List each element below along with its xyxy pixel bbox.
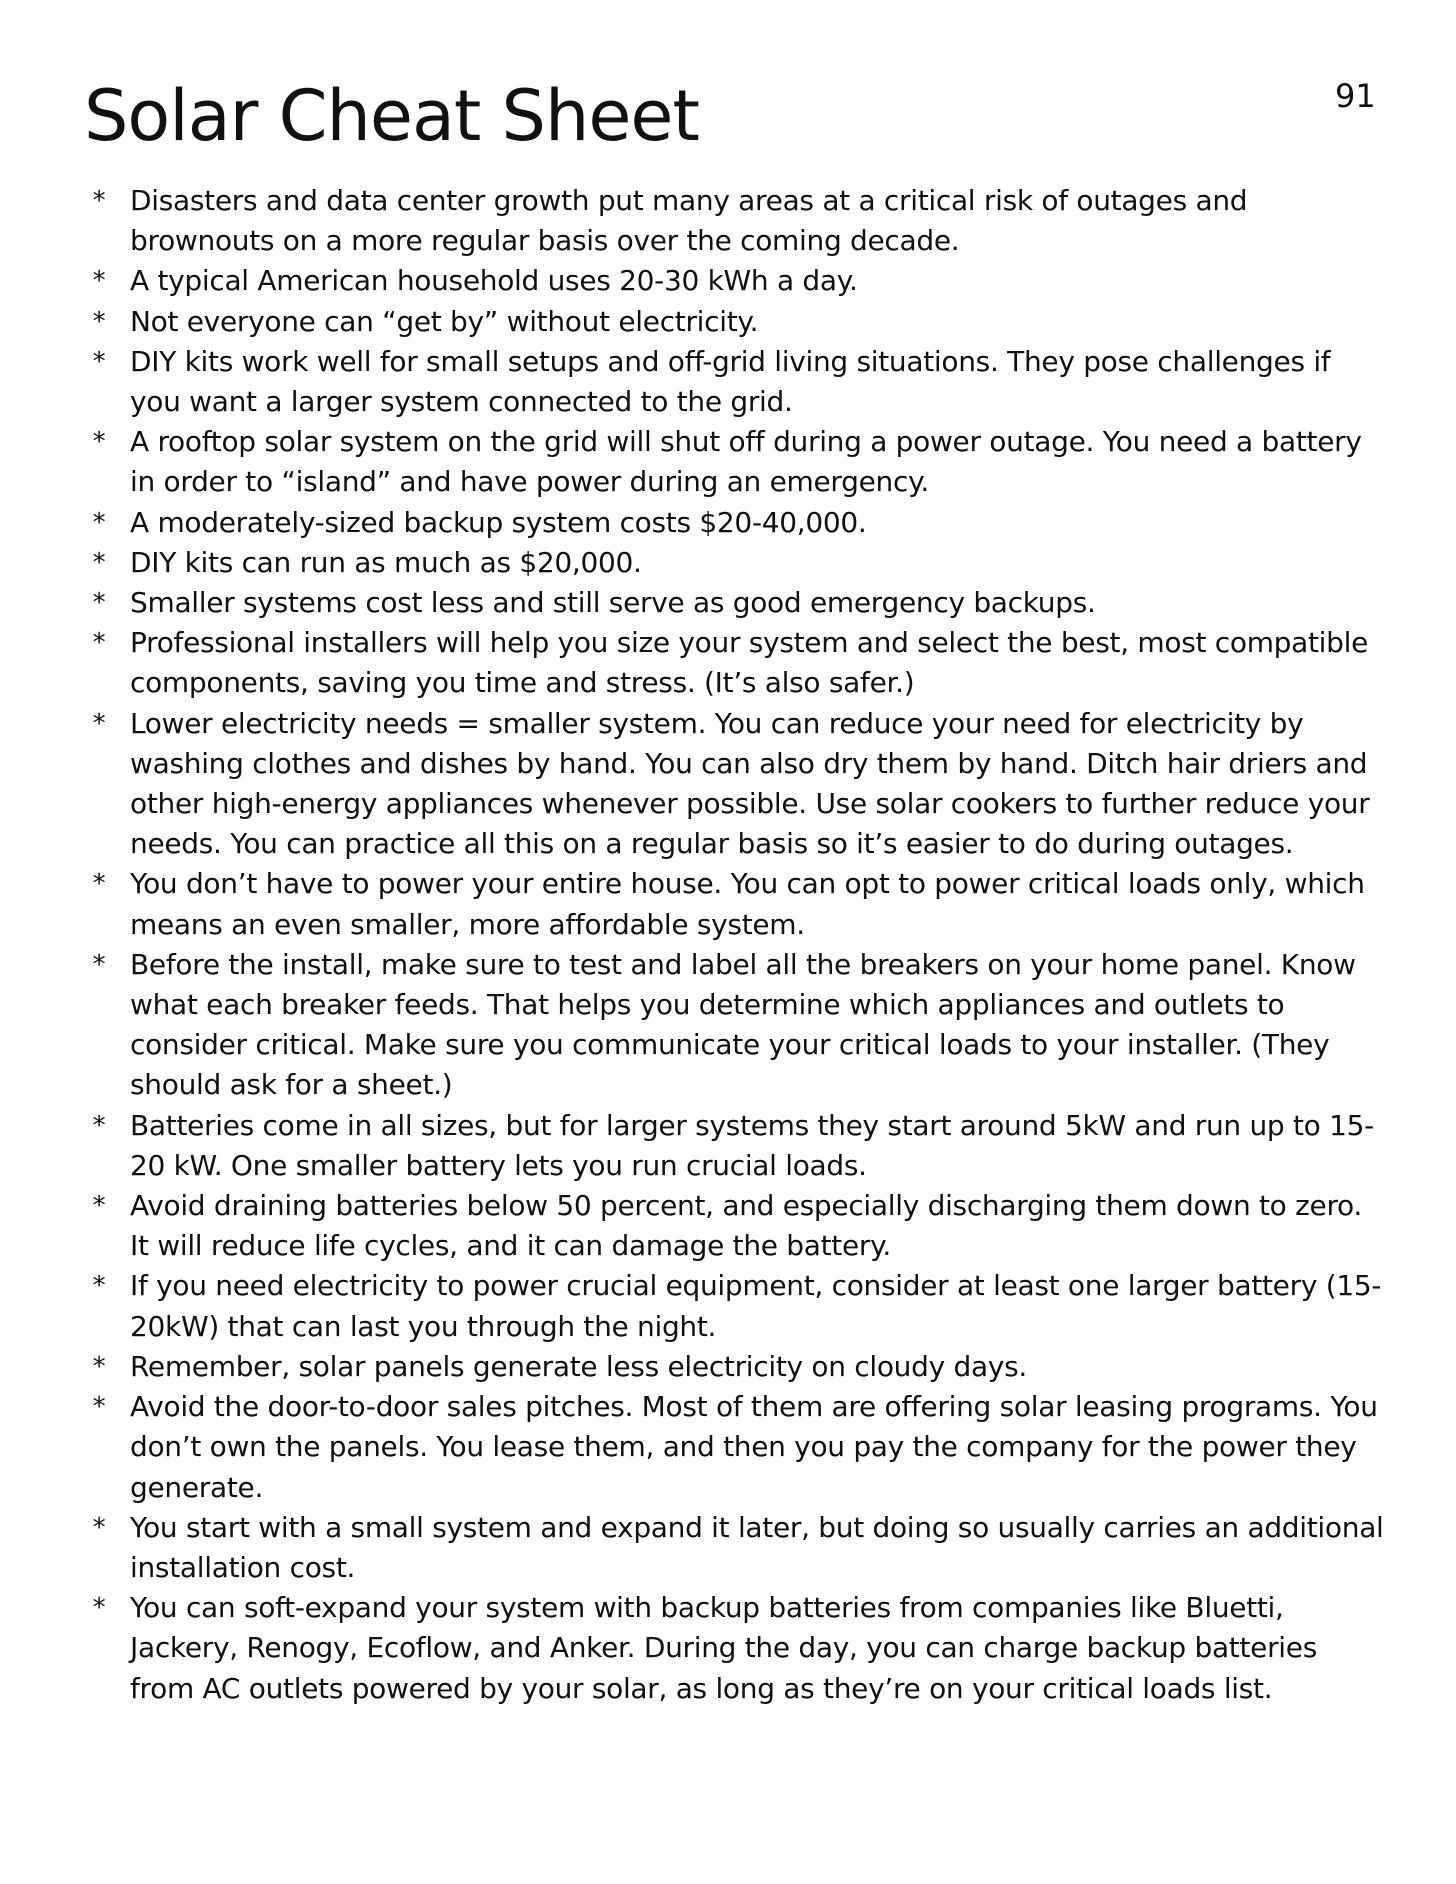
list-item	[84, 623, 1384, 703]
asterisk-icon: *	[92, 1512, 106, 1543]
list-item	[84, 1508, 1384, 1588]
asterisk-icon: *	[92, 1392, 106, 1423]
list-item	[84, 261, 1384, 301]
asterisk-icon: *	[92, 547, 106, 578]
asterisk-icon: *	[92, 708, 106, 739]
list-item-text: Before the install, make sure to test and label all the breakers on your home panel. Know what each breaker feeds. That helps you determine which appliances and outlets to consider critical. Make sure you communicate your critical loads to your installer. (They should ask for a sheet.)	[130, 947, 1356, 1102]
list-item	[84, 704, 1384, 865]
cheat-sheet-list	[84, 181, 1384, 1709]
list-item-text: Smaller systems cost less and still serve as good emergency backups.	[130, 586, 1096, 620]
list-item-text: Remember, solar panels generate less electricity on cloudy days.	[130, 1349, 1027, 1383]
asterisk-icon: *	[92, 628, 106, 659]
list-item-text: You can soft-expand your system with backup batteries from companies like Bluetti, Jackery, Renogy, Ecoflow, and Anker. During the day, you can charge backup batteries from AC outlets powered by your solar, as long as they’re on your critical loads list.	[130, 1591, 1317, 1705]
list-item-text: Avoid draining batteries below 50 percent, and especially discharging them down to zero. It will reduce life cycles, and it can damage the battery.	[130, 1189, 1362, 1263]
asterisk-icon: *	[92, 949, 106, 980]
list-item	[84, 1186, 1384, 1266]
list-item	[84, 1588, 1384, 1709]
list-item	[84, 583, 1384, 623]
asterisk-icon: *	[92, 186, 106, 216]
list-item	[84, 864, 1384, 944]
list-item-text: You don’t have to power your entire house. You can opt to power critical loads only, which means an even smaller, more affordable system.	[130, 867, 1365, 941]
list-item	[84, 181, 1384, 261]
list-item-text: Lower electricity needs = smaller system. You can reduce your need for electricity by washing clothes and dishes by hand. You can also dry them by hand. Ditch hair driers and other high-energy appliances whenever possible. Use solar cookers to further reduce your needs. You can practice all this on a regular basis so it’s easier to do during outages.	[130, 706, 1370, 861]
list-item	[84, 302, 1384, 342]
list-item	[84, 1387, 1384, 1508]
asterisk-icon: *	[92, 588, 106, 619]
asterisk-icon: *	[92, 306, 106, 337]
list-item-text: A typical American household uses 20-30 kWh a day.	[130, 264, 858, 298]
page-title: Solar Cheat Sheet	[84, 75, 699, 157]
list-item-text: DIY kits work well for small setups and off-grid living situations. They pose challenges if you want a larger system connected to the grid.	[130, 344, 1331, 419]
asterisk-icon: *	[92, 1191, 106, 1222]
list-item-text: Professional installers will help you size your system and select the best, most compatible components, saving you time and stress. (It’s also safer.)	[130, 626, 1369, 700]
list-item	[84, 1266, 1384, 1346]
asterisk-icon: *	[92, 427, 106, 458]
list-item-text: If you need electricity to power crucial equipment, consider at least one larger battery (15-20kW) that can last you through the night.	[130, 1269, 1382, 1343]
list-item-text: Disasters and data center growth put many areas at a critical risk of outages and brownouts on a more regular basis over the coming decade.	[130, 184, 1248, 258]
list-item-text: Avoid the door-to-door sales pitches. Most of them are offering solar leasing programs. You don’t own the panels. You lease them, and then you pay the company for the power they generate.	[130, 1390, 1378, 1504]
list-item	[84, 1106, 1384, 1186]
list-item	[84, 1347, 1384, 1387]
list-item-text: Batteries come in all sizes, but for larger systems they start around 5kW and run up to 15-20 kW. One smaller battery lets you run crucial loads.	[130, 1108, 1374, 1182]
list-item-text: DIY kits can run as much as $20,000.	[130, 545, 642, 579]
asterisk-icon: *	[92, 1271, 106, 1302]
asterisk-icon: *	[92, 1110, 106, 1141]
asterisk-icon: *	[92, 507, 106, 538]
list-item	[84, 543, 1384, 583]
list-item	[84, 422, 1384, 502]
asterisk-icon: *	[92, 1593, 106, 1624]
asterisk-icon: *	[92, 346, 106, 377]
list-item-text: You start with a small system and expand it later, but doing so usually carries an additional installation cost.	[130, 1510, 1384, 1584]
asterisk-icon: *	[92, 1351, 106, 1382]
asterisk-icon: *	[92, 266, 106, 297]
page-number: 91	[1335, 77, 1376, 115]
list-item-text: A moderately-sized backup system costs $20-40,000.	[130, 505, 867, 539]
list-item-text: A rooftop solar system on the grid will shut off during a power outage. You need a battery in order to “island” and have power during an emergency.	[130, 425, 1362, 499]
list-item	[84, 503, 1384, 543]
list-item-text: Not everyone can “get by” without electricity.	[130, 304, 759, 338]
list-item	[84, 945, 1384, 1106]
asterisk-icon: *	[92, 869, 106, 900]
list-item	[84, 342, 1384, 422]
